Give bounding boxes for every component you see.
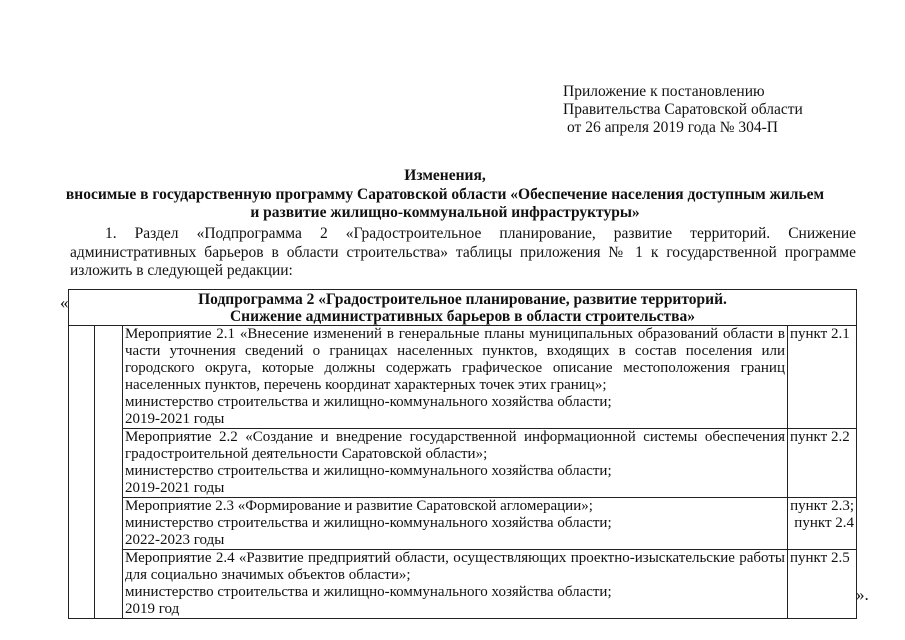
title-line-2: вносимые в государственную программу Саратовской области «Обеспечение населения доступным жильем — [65, 185, 825, 203]
measure-years: 2022-2023 годы — [125, 532, 225, 548]
intro-paragraph-text: 1. Раздел «Подпрограмма 2 «Градостроительное планирование, развитие территорий. Снижение административных барьеров в области строительства» таблицы приложения № 1 к государственной программе изложить в следующей редакции: — [70, 225, 856, 279]
closing-quote: ». — [856, 585, 869, 604]
measure-title: Мероприятие 2.2 «Создание и внедрение государственной информационной системы обеспечения градостроительной деятельности Саратовской области»; — [125, 429, 785, 462]
subprogram-heading — [69, 290, 857, 326]
intro-paragraph — [70, 225, 856, 281]
table-row — [69, 326, 857, 429]
measure-title: Мероприятие 2.1 «Внесение изменений в генеральные планы муниципальных образований области в части уточнения сведений о границах населенных пунктов, входящих в состав поселения или городского округа, которые должны содержать графическое описание местоположения границ населенных пунктов, перечень координат характерных точек этих границ»; — [125, 326, 785, 393]
appendix-line-3: от 26 апреля 2019 года № 304-П — [567, 119, 778, 136]
measure-cell — [123, 429, 788, 498]
appendix-header — [563, 83, 803, 137]
reference-cell — [788, 550, 857, 619]
measure-years: 2019 год — [125, 601, 180, 617]
measure-ministry: министерство строительства и жилищно-коммунального хозяйства области; — [125, 515, 612, 531]
table-row — [69, 550, 857, 619]
appendix-line-2: Правительства Саратовской области — [563, 101, 803, 118]
measure-ministry: министерство строительства и жилищно-коммунального хозяйства области; — [125, 394, 612, 410]
title-line-1: Изменения, — [404, 167, 486, 184]
table-row — [69, 498, 857, 550]
title-line-3: и развитие жилищно-коммунальной инфраструктуры» — [250, 204, 640, 221]
measure-years: 2019-2021 годы — [125, 411, 225, 427]
reference-cell — [788, 429, 857, 498]
reference-1: пункт 2.3; — [790, 498, 854, 514]
reference-1: пункт 2.2 — [790, 429, 850, 445]
measure-title: Мероприятие 2.3 «Формирование и развитие Саратовской агломерации»; — [125, 498, 593, 514]
subprogram-table — [68, 289, 857, 619]
subprogram-heading-line-1: Подпрограмма 2 «Градостроительное планирование, развитие территорий. — [198, 291, 727, 308]
measure-ministry: министерство строительства и жилищно-коммунального хозяйства области; — [125, 463, 612, 479]
empty-column-2 — [95, 326, 123, 619]
appendix-line-1: Приложение к постановлению — [563, 83, 765, 100]
opening-quote: « — [60, 293, 69, 312]
table-row — [69, 429, 857, 498]
empty-column-1 — [69, 326, 95, 619]
measure-ministry: министерство строительства и жилищно-коммунального хозяйства области; — [125, 584, 612, 600]
measure-cell — [123, 550, 788, 619]
subprogram-heading-line-2: Снижение административных барьеров в области строительства» — [229, 307, 695, 325]
measure-cell — [123, 326, 788, 429]
document-title — [40, 167, 850, 223]
reference-1: пункт 2.5 — [790, 550, 850, 566]
reference-1: пункт 2.1 — [790, 326, 850, 342]
measure-title: Мероприятие 2.4 «Развитие предприятий области, осуществляющих проектно-изыскательские работы для социально значимых объектов области»; — [125, 550, 785, 583]
reference-2: пункт 2.4 — [794, 515, 854, 531]
reference-cell — [788, 326, 857, 429]
measure-cell — [123, 498, 788, 550]
measure-years: 2019-2021 годы — [125, 480, 225, 496]
table-header-row — [69, 290, 857, 326]
reference-cell — [788, 498, 857, 550]
